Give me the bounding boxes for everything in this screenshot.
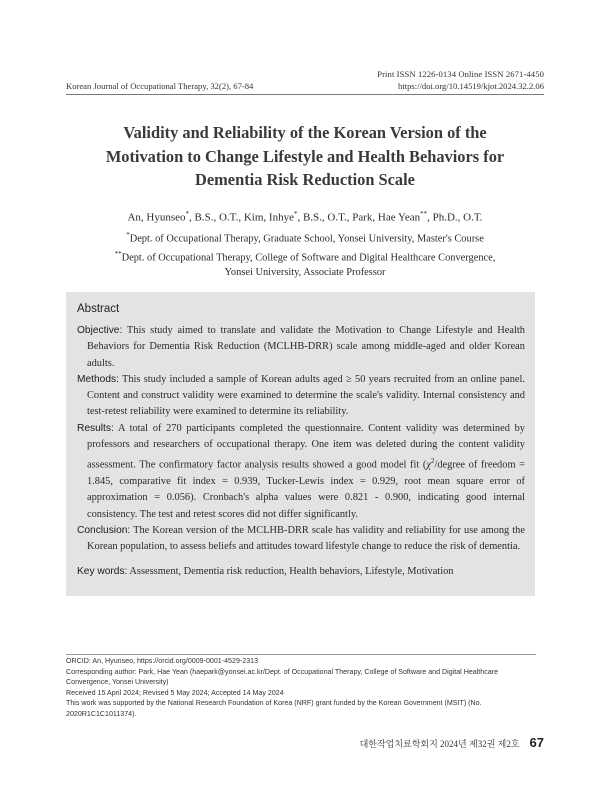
- abstract-box: [66, 292, 535, 596]
- page-footer: [360, 735, 544, 750]
- affiliation-2-continued: Yonsei University, Associate Professor: [224, 267, 386, 279]
- author-name: Kim, Inhye: [243, 211, 294, 224]
- header-rule: [66, 94, 544, 95]
- chi-symbol: χ: [426, 459, 431, 471]
- journal-citation: Korean Journal of Occupational Therapy, 32(2), 67-84: [66, 81, 254, 91]
- conclusion-text: The Korean version of the MCLHB-DRR scale has validity and reliability for use among the Korean population, to assess beliefs and attitudes toward lifestyle change to reduce the risk of dementia.: [87, 525, 525, 553]
- results-label: Results:: [77, 422, 114, 434]
- author-list: [66, 210, 544, 224]
- page-number: 67: [529, 735, 544, 750]
- author-mark: **: [420, 210, 428, 218]
- affiliation-text: Dept. of Occupational Therapy, College of Software and Digital Healthcare Convergence,: [121, 252, 496, 264]
- title-line-1: Validity and Reliability of the Korean Version of the: [123, 123, 487, 142]
- footnote-corresponding-cont: Convergence, Yonsei University): [66, 678, 169, 687]
- affiliation-mark: **: [114, 250, 122, 259]
- author-degrees: , B.S., O.T.,: [297, 211, 353, 224]
- results-paragraph: [77, 421, 525, 523]
- methods-paragraph: [77, 372, 525, 421]
- chi-superscript: 2: [430, 457, 435, 466]
- objective-paragraph: [77, 323, 525, 372]
- doi-link[interactable]: https://doi.org/10.14519/kjot.2024.32.2.06: [398, 81, 544, 91]
- issn-line: Print ISSN 1226-0134 Online ISSN 2671-4450: [377, 69, 544, 79]
- author-mark: *: [185, 210, 190, 218]
- title-line-2: Motivation to Change Lifestyle and Health Behaviors for: [105, 146, 505, 166]
- affiliations: [66, 228, 544, 281]
- footnote-rule: [66, 654, 536, 655]
- affiliation-text: Dept. of Occupational Therapy, Graduate School, Yonsei University, Master's Course: [129, 233, 484, 245]
- footnotes: [66, 656, 540, 720]
- results-text-1: A total of 270 participants completed the questionnaire. Content validity was determined by professors and researchers of occupational therapy. One item was deleted during the content validity assessment. The confirmatory factor analysis results showed a good model fit (: [87, 422, 525, 471]
- abstract-heading: Abstract: [77, 303, 120, 315]
- running-header: [66, 81, 544, 91]
- footnote-corresponding: Corresponding author: Park, Hae Yean (haepark@yonsei.ac.kr/Dept. of Occupational Therapy, College of Software and Digital Healthcare: [66, 667, 499, 676]
- keywords-label: Key words:: [77, 565, 128, 577]
- author-name: An, Hyunseo: [127, 211, 186, 224]
- affiliation-mark: *: [126, 231, 130, 239]
- methods-text: This study included a sample of Korean adults aged ≥ 50 years recruited from an online panel. Content and construct validity were examined to determine the scale's validity. Internal consistency and test-retest reliability were examined to determine its reliability.: [87, 373, 525, 418]
- methods-label: Methods:: [77, 373, 119, 385]
- footnote-funding-cont: 2020R1C1C1011374).: [66, 709, 137, 718]
- article-title: [66, 121, 544, 192]
- author-name: Park, Hae Yean: [352, 211, 421, 224]
- objective-text: This study aimed to translate and validate the Motivation to Change Lifestyle and Health Behaviors for Dementia Risk Reduction (MCLHB-DRR) scale among middle-aged and older Korean adults.: [87, 325, 525, 369]
- footnote-funding: This work was supported by the National Research Foundation of Korea (NRF) grant funded by the Korean Government (MSIT) (No.: [66, 699, 482, 708]
- affiliation-2: [66, 247, 544, 266]
- keywords-paragraph: [77, 564, 525, 580]
- affiliation-1: [66, 228, 544, 247]
- abstract-body: [77, 323, 525, 580]
- results-text-2: /degree of freedom = 1.845, comparative fit index = 0.939, Tucker-Lewis index = 0.929, root mean square error of approximation = 0.056). Cronbach's alpha values were 0.821 - 0.900, indicating good internal consistency. The test and retest scores did not differ significantly.: [87, 459, 525, 520]
- conclusion-paragraph: [77, 523, 525, 556]
- footnote-dates: Received 15 April 2024; Revised 5 May 2024; Accepted 14 May 2024: [66, 688, 284, 697]
- title-line-3: Dementia Risk Reduction Scale: [195, 170, 415, 189]
- objective-label: Objective:: [77, 325, 123, 336]
- keywords-text: Assessment, Dementia risk reduction, Health behaviors, Lifestyle, Motivation: [127, 565, 454, 577]
- author-degrees: , Ph.D., O.T.: [427, 211, 483, 224]
- footer-journal-name: 대한작업치료학회지 2024년 제32권 제2호: [359, 739, 520, 749]
- author-degrees: , B.S., O.T.,: [189, 211, 244, 224]
- footnote-orcid: ORCID: An, Hyunseo, https://orcid.org/0009-0001-4529-2313: [66, 657, 259, 665]
- conclusion-label: Conclusion:: [77, 525, 131, 537]
- author-mark: *: [293, 210, 298, 218]
